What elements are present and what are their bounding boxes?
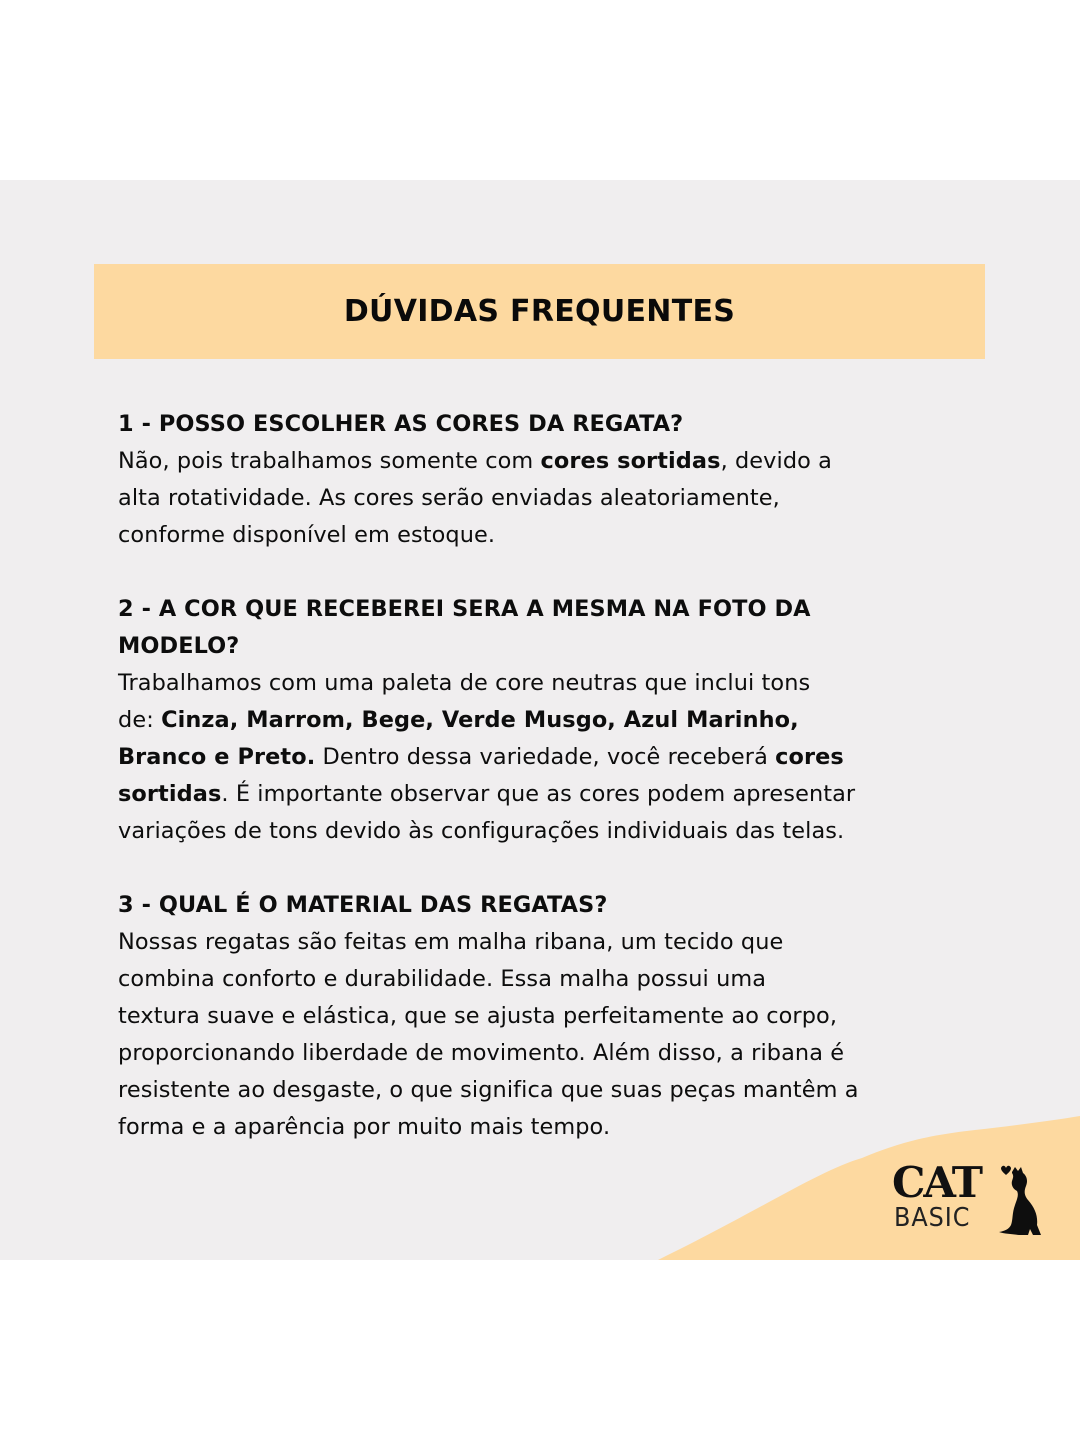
answer-text: forma e a aparência por muito mais tempo. <box>118 1114 611 1140</box>
faq-item <box>118 591 988 850</box>
faq-answer-line <box>118 1072 988 1109</box>
answer-text: , devido a <box>720 448 833 474</box>
faq-answer-line <box>118 813 988 850</box>
faq-answer-line <box>118 1035 988 1072</box>
answer-text: de: <box>118 707 162 733</box>
answer-text: variações de tons devido às configurações individuais das telas. <box>118 818 845 844</box>
faq-panel <box>0 180 1080 1260</box>
faq-item <box>118 406 988 554</box>
faq-answer-line <box>118 480 988 517</box>
answer-text: Nossas regatas são feitas em malha ribana, um tecido que <box>118 929 784 955</box>
answer-text: Trabalhamos com uma paleta de core neutras que inclui tons <box>118 670 811 696</box>
faq-answer-line <box>118 998 988 1035</box>
answer-text: alta rotatividade. As cores serão enviadas aleatoriamente, <box>118 485 780 511</box>
faq-question: 1 - POSSO ESCOLHER AS CORES DA REGATA? <box>118 411 684 437</box>
brand-logo <box>890 1160 1055 1240</box>
faq-answer-line <box>118 443 988 480</box>
page-title: DÚVIDAS FREQUENTES <box>343 294 736 329</box>
faq-question: 3 - QUAL É O MATERIAL DAS REGATAS? <box>118 892 608 918</box>
logo-word-cat: CAT <box>892 1158 981 1207</box>
answer-text: Dentro dessa variedade, você receberá <box>315 744 776 770</box>
faq-answer-line <box>118 1109 988 1146</box>
answer-text: . É importante observar que as cores podem apresentar <box>221 781 856 807</box>
faq-question: 2 - A COR QUE RECEBEREI SERA A MESMA NA FOTO DA <box>118 596 811 622</box>
faq-answer-line <box>118 665 988 702</box>
answer-text: textura suave e elástica, que se ajusta perfeitamente ao corpo, <box>118 1003 838 1029</box>
faq-list <box>118 406 988 1183</box>
header-banner <box>94 264 985 359</box>
faq-question: MODELO? <box>118 633 240 659</box>
emphasis-text: Cinza, Marrom, Bege, Verde Musgo, Azul Marinho, <box>161 707 799 733</box>
faq-answer-line <box>118 517 988 554</box>
emphasis-text: cores <box>775 744 844 770</box>
faq-answer-line <box>118 961 988 998</box>
faq-answer-line <box>118 924 988 961</box>
answer-text: proporcionando liberdade de movimento. Além disso, a ribana é <box>118 1040 845 1066</box>
faq-answer-line <box>118 702 988 739</box>
emphasis-text: sortidas <box>118 781 222 807</box>
cat-silhouette-icon <box>998 1162 1050 1240</box>
answer-text: Não, pois trabalhamos somente com <box>118 448 541 474</box>
emphasis-text: Branco e Preto. <box>118 744 316 770</box>
faq-answer-line <box>118 739 988 776</box>
answer-text: combina conforto e durabilidade. Essa malha possui uma <box>118 966 767 992</box>
faq-answer-line <box>118 776 988 813</box>
logo-word-basic: BASIC <box>894 1203 971 1233</box>
answer-text: conforme disponível em estoque. <box>118 522 496 548</box>
answer-text: resistente ao desgaste, o que significa que suas peças mantêm a <box>118 1077 859 1103</box>
emphasis-text: cores sortidas <box>540 448 721 474</box>
faq-item <box>118 887 988 1146</box>
